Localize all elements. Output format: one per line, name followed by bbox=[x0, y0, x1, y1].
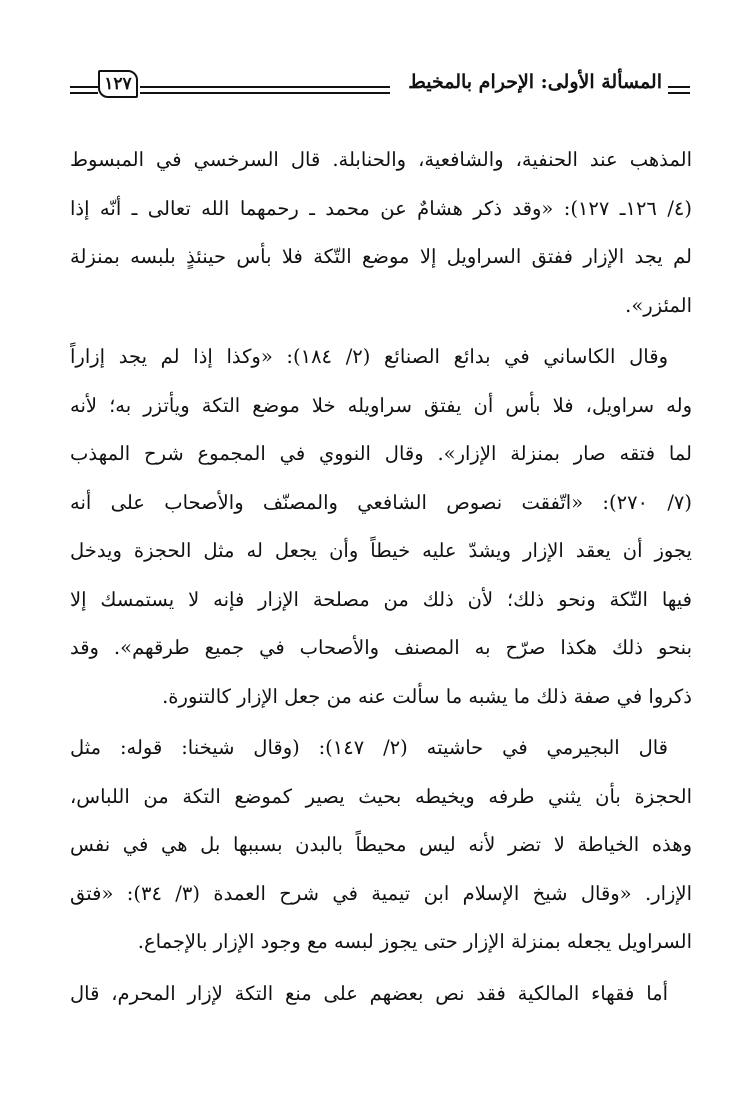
page-number: ١٢٧ bbox=[98, 70, 138, 98]
paragraph-2 bbox=[70, 337, 692, 725]
body-text bbox=[70, 140, 692, 1022]
text-line: الحجزة بأن يثني طرفه ويخيطه بحيث يصير كموضع التكة من اللباس، bbox=[70, 784, 692, 808]
text-line: المذهب عند الحنفية، والشافعية، والحنابلة. قال السرخسي في المبسوط bbox=[70, 148, 692, 171]
paragraph-1 bbox=[70, 140, 692, 334]
header-rule-right bbox=[668, 86, 690, 94]
paragraph-4 bbox=[70, 974, 692, 1023]
text-line: وله سراويل، فلا بأس أن يفتق سراويله خلا موضع التكة ويأتزر به؛ لأنه bbox=[70, 393, 692, 417]
text-line: وهذه الخياطة لا تضر لأنه ليس محيطاً بالبدن بسببها بل هي في نفس bbox=[70, 833, 692, 856]
text-line: يجوز أن يعقد الإزار ويشدّ عليه خيطاً وأن يجعل له مثل الحجزة ويدخل bbox=[70, 539, 692, 562]
text-line: وقال الكاساني في بدائع الصنائع (٢/ ١٨٤): «وكذا إذا لم يجد إزاراً bbox=[70, 345, 668, 368]
paragraph-3 bbox=[70, 728, 692, 971]
text-line: الإزار. «وقال شيخ الإسلام ابن تيمية في شرح العمدة (٣/ ٣٤): «فتق bbox=[70, 881, 692, 905]
text-line: فيها التّكة ونحو ذلك؛ لأن ذلك من مصلحة الإزار فإنه لا يستمسك إلا bbox=[70, 587, 692, 611]
text-line: السراويل يجعله بمنزلة الإزار حتى يجوز لبسه مع وجود الإزار بالإجماع. bbox=[137, 930, 692, 953]
running-header bbox=[70, 66, 690, 102]
text-line: لم يجد الإزار ففتق السراويل إلا موضع التّكة فلا بأس حينئذٍ بلبسه بمنزلة bbox=[70, 245, 692, 268]
header-rule-left bbox=[70, 86, 98, 94]
text-line: (٧/ ٢٧٠): «اتّفقت نصوص الشافعي والمصنّف والأصحاب على أنه bbox=[70, 490, 692, 514]
text-line: المئزر». bbox=[625, 293, 692, 317]
text-line: أما فقهاء المالكية فقد نص بعضهم على منع التكة لإزار المحرم، قال bbox=[70, 981, 668, 1005]
header-rule-middle bbox=[140, 86, 390, 94]
text-line: قال البجيرمي في حاشيته (٢/ ١٤٧): (وقال شيخنا: قوله: مثل bbox=[70, 736, 668, 759]
text-line: ذكروا في صفة ذلك ما يشبه ما سألت عنه من جعل الإزار كالتنورة. bbox=[162, 684, 692, 708]
text-line: بنحو ذلك هكذا صرّح به المصنف والأصحاب في جميع طرقهم». وقد bbox=[70, 636, 692, 659]
text-line: لما فتقه صار بمنزلة الإزار». وقال النووي في المجموع شرح المهذب bbox=[70, 442, 692, 465]
text-line: (٤/ ١٢٦ـ ١٢٧): «وقد ذكر هشامٌ عن محمد ـ رحمهما الله تعالى ـ أنّه إذا bbox=[70, 196, 692, 220]
chapter-title: المسألة الأولى: الإحرام بالمخيط bbox=[408, 71, 662, 93]
